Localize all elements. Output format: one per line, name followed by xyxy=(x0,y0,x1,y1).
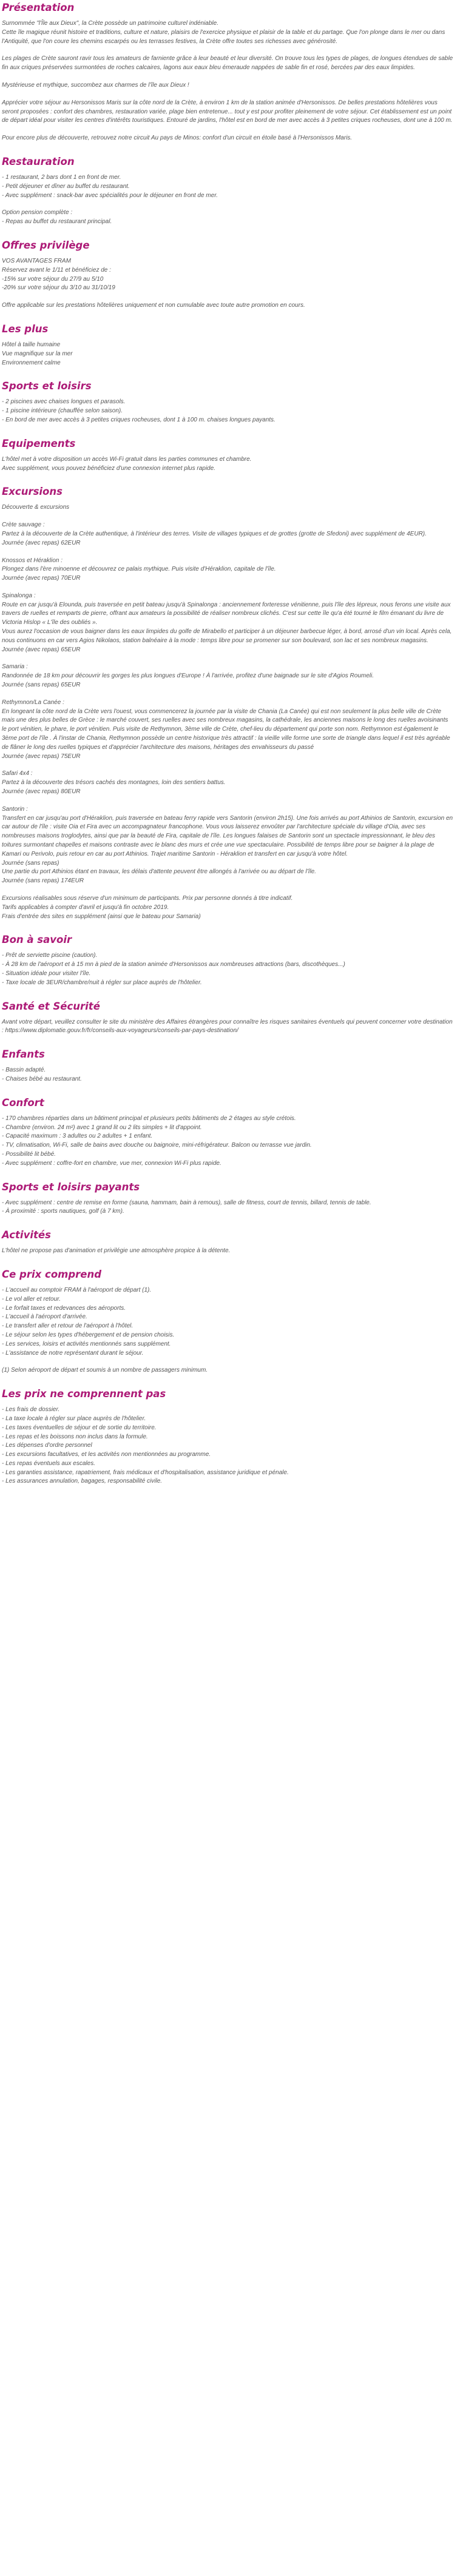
section-paragraph: Surnommée "l'Île aux Dieux", la Crète possède un patrimoine culturel indéniable. Cette île magique réunit histoire et traditions, culture et nature, plaisirs de l'exercice physique et plaisir de la table et du partage. Que l'on plonge dans le mer ou dans l'Antiquité, que l'on coure les chemins escarpés ou les terrasses festives, la Crète offre toutes ses richesses avec générosité. xyxy=(2,20,445,45)
section xyxy=(2,1387,454,1486)
section-paragraph: Spinalonga : Route en car jusqu'à Elounda, puis traversée en petit bateau jusqu'à Spinalonga : anciennement forteresse vénitienne, puis l'île des lépreux, nous ferons une visite aux travers de ruelles et remparts de pierre, offrant aux amateurs la possibilité de réaliser nombreux clichés. C'est sur cette île qu'a été tourné le film émanant du livre de Victoria Hislop « L'île des oubliés ». Vous aurez l'occasion de vous baigner dans les eaux limpides du golfe de Mirabello et participer à un déjeuner barbecue léger, à bord, arrosé d'un vin local. Après cela, nous continuons en car vers Agios Nikolaos, station balnéaire à la mode : temps libre pour se promener sur son boulevard, son lac et ses nombreux magasins. Journée (avec repas) 65EUR xyxy=(2,592,452,653)
section-title: Equipements xyxy=(2,437,76,449)
section xyxy=(2,323,454,367)
section-title: Sports et loisirs payants xyxy=(2,1181,140,1193)
section xyxy=(2,1048,454,1084)
section xyxy=(2,437,454,474)
section-title: Ce prix comprend xyxy=(2,1268,102,1280)
section-paragraph: - Bassin adapté. - Chaises bébé au restaurant. xyxy=(2,1067,82,1082)
section-paragraph: Hôtel à taille humaine Vue magnifique sur la mer Environnement calme xyxy=(2,341,73,366)
section-paragraph: - Avec supplément : centre de remise en forme (sauna, hammam, bain à remous), salle de fitness, court de tennis, billard, tennis de table. - À proximité : sports nautiques, golf (à 7 km). xyxy=(2,1199,371,1215)
section-paragraph: Pour encore plus de découverte, retrouvez notre circuit Au pays de Minos: confort d'un circuit en étoile basé à l'Hersonissos Maris. xyxy=(2,135,353,142)
section xyxy=(2,1000,454,1036)
section xyxy=(2,933,454,987)
section-paragraph: - 2 piscines avec chaises longues et parasols. - 1 piscine intérieure (chauffée selon saison). - En bord de mer avec accès à 3 petites criques rocheuses, dont 1 à 100 m. chaises longues payants. xyxy=(2,398,276,423)
section xyxy=(2,1268,454,1375)
section-paragraph: Excursions réalisables sous réserve d'un minimum de participants. Prix par personne donnés à titre indicatif. Tarifs applicables à compter d'avril et jusqu'à fin octobre 2019. Frais d'entrée des sites en supplément (ainsi que le bateau pour Samaria) xyxy=(2,895,293,920)
section-title: Offres privilège xyxy=(2,239,90,251)
section xyxy=(2,1096,454,1169)
section xyxy=(2,239,454,310)
section-title: Excursions xyxy=(2,486,63,498)
section-paragraph: L'hôtel met à votre disposition un accès Wi-Fi gratuit dans les parties communes et chambre. Avec supplément, vous pouvez bénéficiez d'une connexion internet plus rapide. xyxy=(2,455,252,472)
section-paragraph: Avant votre départ, veuillez consulter le site du ministère des Affaires étrangères pour connaître les risques sanitaires éventuels qui peuvent concerner votre destination : https://www.diplomatie.gouv.fr/fr/conseils-aux-voyageurs/conseils-par-pays-destination/ xyxy=(2,1018,453,1035)
section xyxy=(2,1229,454,1256)
section-paragraph: Knossos et Héraklion : Plongez dans l'ère minoenne et découvrez ce palais mythique. Puis visite d'Héraklion, capitale de l'île. Journée (avec repas) 70EUR xyxy=(2,557,276,582)
section-paragraph: Offre applicable sur les prestations hôtelières uniquement et non cumulable avec toute autre promotion en cours. xyxy=(2,302,305,309)
section-paragraph: - Prêt de serviette piscine (caution). - À 28 km de l'aéroport et à 15 mn à pied de la station animée d'Hersonissos aux nombreuses attractions (bars, discothèques...) - Situation idéale pour visiter l'île. - Taxe locale de 3EUR/chambre/nuit à régler sur place auprès de l'hôtelier. xyxy=(2,952,345,986)
section-title: Sports et loisirs xyxy=(2,380,92,392)
section-paragraph: Mystérieuse et mythique, succombez aux charmes de l'île aux Dieux ! xyxy=(2,81,189,89)
section-paragraph: Rethymnon/La Canée : En longeant la côte nord de la Crète vers l'ouest, vous commencerez la journée par la visite de Chania (La Canée) qui est non seulement la plus belle ville de Crète mais une des plus belles de Grèce : le marché couvert, ses ruelles avec ses nombreux magasins, la cathédrale, les anciennes maisons le long des ruelles avoisinants le port vénitien, le phare, le port vénitien. Puis visite de Rethymnon, 3ème ville de Crète, chef-lieu du département qui porte son nom. Rethymnon est également le 3ème port de l'île . À l'instar de Chania, Rethymnon possède un centre historique très attractif : la vieille ville forme une sorte de triangle dans lequel il est très agréable de flâner le long des ruelles typiques et d'apprécier l'architecture des maisons, héritages des envahisseurs du passé Journée (avec repas) 75EUR xyxy=(2,699,450,760)
section-paragraph: L'hôtel ne propose pas d'animation et privilégie une atmosphère propice à la détente. xyxy=(2,1247,231,1255)
section-paragraph: - 1 restaurant, 2 bars dont 1 en front de mer. - Petit déjeuner et dîner au buffet du restaurant. - Avec supplément : snack-bar avec spécialités pour le déjeuner en front de mer. xyxy=(2,173,218,199)
section-paragraph: Samaria : Randonnée de 18 km pour découvrir les gorges les plus longues d'Europe ! À l'arrivée, profitez d'une baignade sur le site d'Agios Roumeli. Journée (sans repas) 65EUR xyxy=(2,663,374,689)
section-paragraph: Crète sauvage : Partez à la découverte de la Crète authentique, à l'intérieur des terres. Visite de villages typiques et de grottes (grotte de Sfedoni) avec supplément de 4EUR). Journée (avec repas) 62EUR xyxy=(2,522,427,546)
section-title: Présentation xyxy=(2,2,75,13)
section-title: Activités xyxy=(2,1229,51,1241)
section-paragraph: Apprécier votre séjour au Hersonissos Maris sur la côte nord de la Crète, à environ 1 km de la station animée d'Hersonissos. De belles prestations hôtelières vous seront proposées : confort des chambres, restauration variée, plage bien entretenue... tout y est pour profiter pleinement de votre séjour. Cet établissement est un point de départ idéal pour visiter les centres d'intérêts touristiques. Entouré de jardins, l'hôtel est en bord de mer avec accès à 3 petites criques rocheuses, dont une à 100 m. xyxy=(2,99,453,124)
section xyxy=(2,1181,454,1217)
section xyxy=(2,380,454,424)
section-paragraph: Option pension complète : - Repas au buffet du restaurant principal. xyxy=(2,209,112,226)
section-title: Santé et Sécurité xyxy=(2,1000,100,1012)
section-paragraph: - 170 chambres réparties dans un bâtiment principal et plusieurs petits bâtiments de 2 étages au style crétois. - Chambre (environ. 24 m²) avec 1 grand lit ou 2 lits simples + lit d'appoint. - Capacité maximum : 3 adultes ou 2 adultes + 1 enfant. - TV, climatisation, Wi-Fi, salle de bains avec douche ou baignoire, mini-réfrigérateur. Balcon ou terrasse vue jardin. - Possibilité lit bébé. - Avec supplément : coffre-fort en chambre, vue mer, connexion Wi-Fi plus rapide. xyxy=(2,1115,312,1167)
section xyxy=(2,155,454,227)
section-paragraph: Safari 4x4 : Partez à la découverte des trésors cachés des montagnes, loin des sentiers battus. Journée (avec repas) 80EUR xyxy=(2,770,226,796)
section-paragraph: VOS AVANTAGES FRAM Réservez avant le 1/11 et bénéficiez de : -15% sur votre séjour du 27/9 au 5/10 -20% sur votre séjour du 3/10 au 31/10/19 xyxy=(2,257,115,292)
section xyxy=(2,1,454,143)
section-title: Les prix ne comprennent pas xyxy=(2,1388,166,1400)
section-title: Confort xyxy=(2,1096,44,1109)
section-title: Enfants xyxy=(2,1048,45,1061)
section-paragraph: - Les frais de dossier. - La taxe locale à régler sur place auprès de l'hôtelier. - Les taxes éventuelles de séjour et de sortie du territoire. - Les repas et les boissons non inclus dans la formule. - Les dépenses d'ordre personnel - Les excursions facultatives, et les activités non mentionnées au programme. - Les repas éventuels aux escales. - Les garanties assistance, rapatriement, frais médicaux et d'hospitalisation, assistance juridique et pénale. - Les assurances annulation, bagages, responsabilité civile. xyxy=(2,1406,289,1485)
section-title: Bon à savoir xyxy=(2,934,72,946)
section-title: Les plus xyxy=(2,323,49,335)
section-title: Restauration xyxy=(2,155,75,167)
section-paragraph: Santorin : Transfert en car jusqu'au port d'Héraklion, puis traversée en bateau ferry rapide vers Santorin (environ 2h15). Une fois arrivés au port Athinios de Santorin, excursion en car autour de l'île : visite Oia et Fira avec un accompagnateur francophone. Vous vous laisserez envoûter par l'architecture spéciale du village d'Oia, avec ses nombreuses maisons troglodytes, ainsi que par la beauté de Fira, capitale de l'île. Les longues falaises de Santorin sont un spectacle impressionnant, le bleu des toitures surmontant chapelles et maisons contraste avec le blanc des murs et crée une vue spectaculaire. Possibilité de temps libre pour se baigner à la plage de Kamari ou Perivolo, puis retour en car au port Athinios. Trajet maritime Santorin - Héraklion et transfert en car jusqu'à votre hôtel. Journée (sans repas) Une partie du port Athinios étant en travaux, les délais d'attente peuvent être allongés à l'arrivée ou au départ de l'île. Journée (sans repas) 174EUR xyxy=(2,805,453,885)
section-paragraph: - L'accueil au comptoir FRAM à l'aéroport de départ (1). - Le vol aller et retour. - Le forfait taxes et redevances des aéroports. - L'accueil à l'aéroport d'arrivée. - Le transfert aller et retour de l'aéroport à l'hôtel. - Le séjour selon les types d'hébergement et de pension choisis. - Les services, loisirs et activités mentionnés sans supplément. - L'assistance de notre représentant durant le séjour. xyxy=(2,1286,175,1357)
section xyxy=(2,485,454,921)
section-paragraph: Découverte & excursions xyxy=(2,504,70,511)
section-paragraph: Les plages de Crète sauront ravir tous les amateurs de farniente grâce à leur beauté et leur diversité. On trouve tous les types de plages, de longues étendues de sable fin aux criques préservées surmontées de roches calcaires, lagons aux eaux bleu émeraude nappées de sable fin et rosé, bercées par des eaux limpides. xyxy=(2,55,453,72)
section-paragraph: (1) Selon aéroport de départ et soumis à un nombre de passagers minimum. xyxy=(2,1367,208,1374)
